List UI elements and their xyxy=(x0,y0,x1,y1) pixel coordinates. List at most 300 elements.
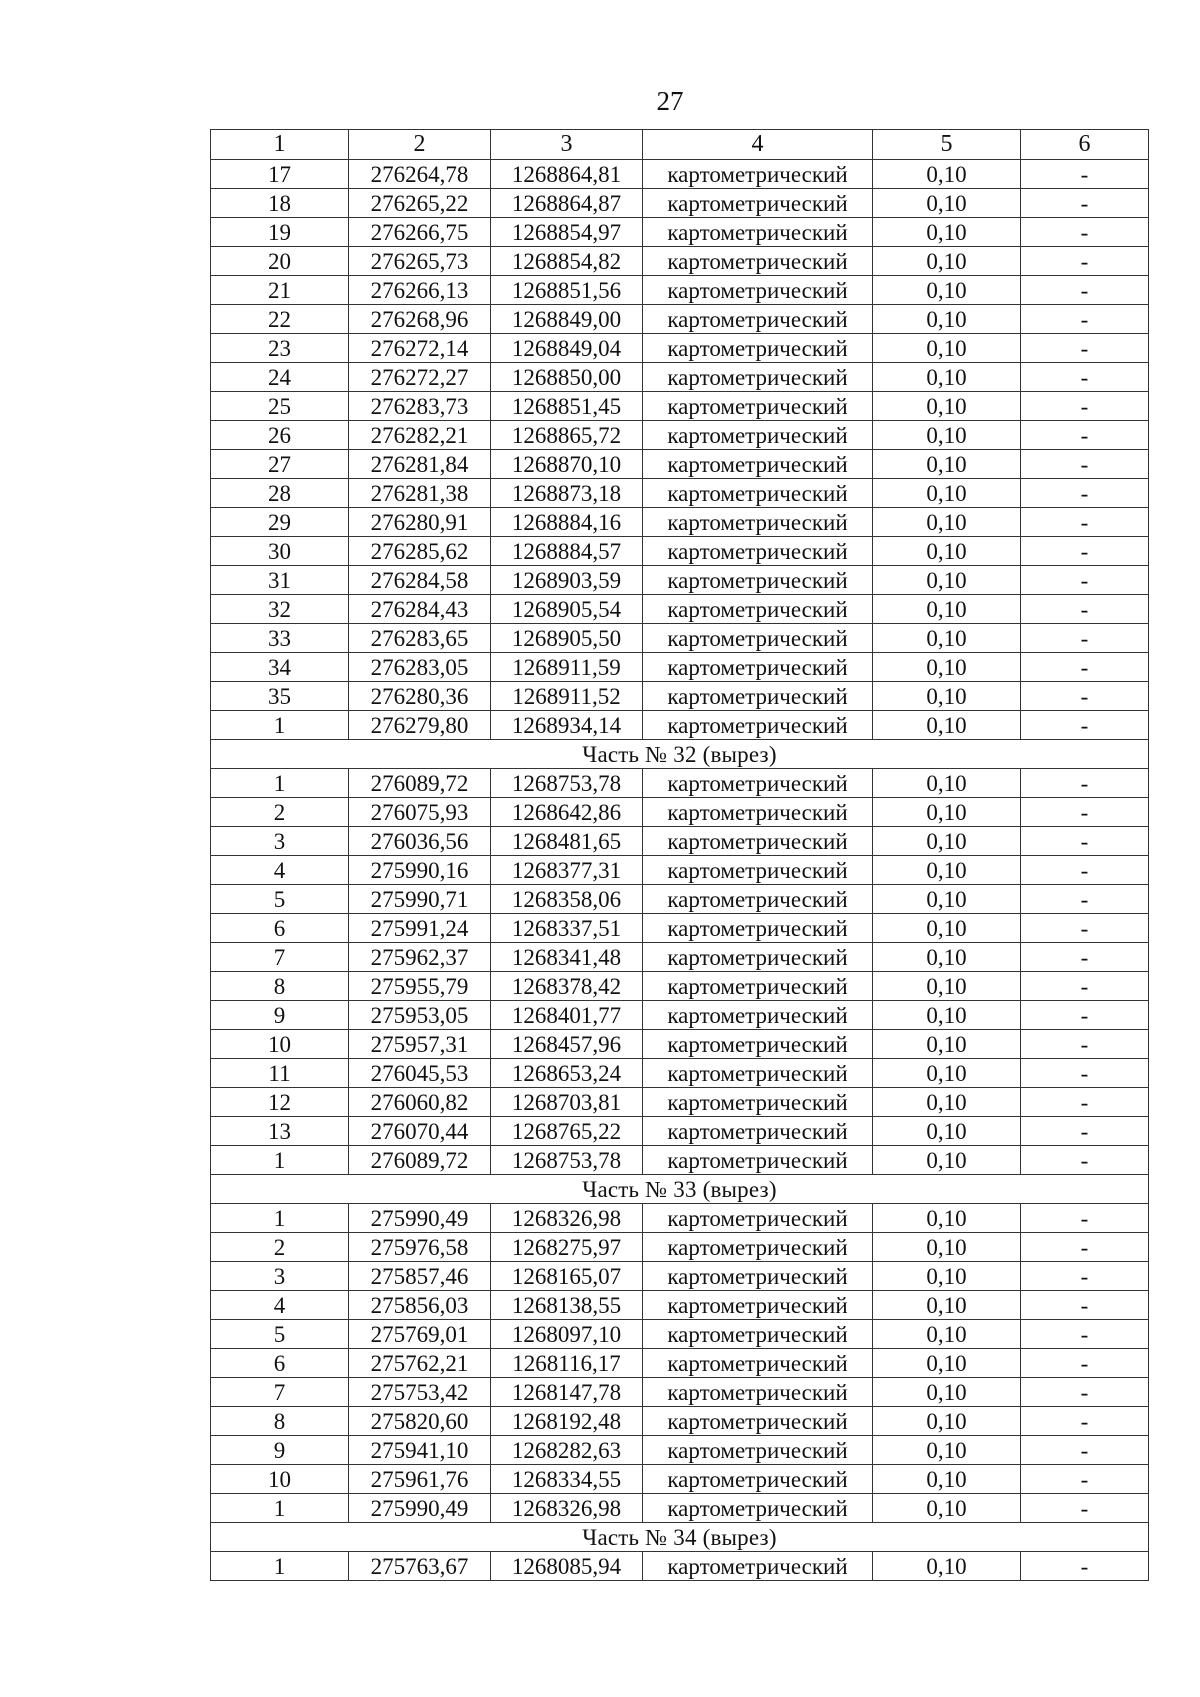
y-coordinate-cell: 1268765,22 xyxy=(491,1117,643,1146)
y-coordinate-cell: 1268854,97 xyxy=(491,218,643,247)
method-cell: картометрический xyxy=(643,1407,873,1436)
table-row xyxy=(211,1320,1149,1349)
description-cell: - xyxy=(1021,479,1149,508)
method-cell: картометрический xyxy=(643,972,873,1001)
point-number-cell: 3 xyxy=(211,1262,349,1291)
y-coordinate-cell: 1268326,98 xyxy=(491,1204,643,1233)
point-number-cell: 34 xyxy=(211,653,349,682)
y-coordinate-cell: 1268358,06 xyxy=(491,885,643,914)
y-coordinate-cell: 1268870,10 xyxy=(491,450,643,479)
table-row xyxy=(211,1088,1149,1117)
table-row xyxy=(211,276,1149,305)
description-cell: - xyxy=(1021,1436,1149,1465)
point-number-cell: 2 xyxy=(211,798,349,827)
accuracy-cell: 0,10 xyxy=(873,1436,1021,1465)
y-coordinate-cell: 1268282,63 xyxy=(491,1436,643,1465)
method-cell: картометрический xyxy=(643,711,873,740)
description-cell: - xyxy=(1021,508,1149,537)
point-number-cell: 19 xyxy=(211,218,349,247)
x-coordinate-cell: 275990,49 xyxy=(349,1204,491,1233)
description-cell: - xyxy=(1021,1117,1149,1146)
x-coordinate-cell: 276281,38 xyxy=(349,479,491,508)
y-coordinate-cell: 1268934,14 xyxy=(491,711,643,740)
description-cell: - xyxy=(1021,1552,1149,1581)
description-cell: - xyxy=(1021,1088,1149,1117)
description-cell: - xyxy=(1021,827,1149,856)
accuracy-cell: 0,10 xyxy=(873,305,1021,334)
x-coordinate-cell: 276283,05 xyxy=(349,653,491,682)
table-row xyxy=(211,1349,1149,1378)
method-cell: картометрический xyxy=(643,363,873,392)
accuracy-cell: 0,10 xyxy=(873,827,1021,856)
x-coordinate-cell: 275955,79 xyxy=(349,972,491,1001)
method-cell: картометрический xyxy=(643,769,873,798)
scan-speck: · xyxy=(375,1576,379,1587)
column-header: 3 xyxy=(491,130,643,160)
method-cell: картометрический xyxy=(643,421,873,450)
method-cell: картометрический xyxy=(643,943,873,972)
section-header-row xyxy=(211,1523,1149,1552)
method-cell: картометрический xyxy=(643,305,873,334)
method-cell: картометрический xyxy=(643,885,873,914)
x-coordinate-cell: 276285,62 xyxy=(349,537,491,566)
method-cell: картометрический xyxy=(643,218,873,247)
table-row xyxy=(211,827,1149,856)
point-number-cell: 20 xyxy=(211,247,349,276)
y-coordinate-cell: 1268341,48 xyxy=(491,943,643,972)
y-coordinate-cell: 1268116,17 xyxy=(491,1349,643,1378)
y-coordinate-cell: 1268165,07 xyxy=(491,1262,643,1291)
point-number-cell: 6 xyxy=(211,1349,349,1378)
table-row xyxy=(211,856,1149,885)
description-cell: - xyxy=(1021,1349,1149,1378)
coordinates-table xyxy=(210,129,1149,1581)
column-header: 5 xyxy=(873,130,1021,160)
method-cell: картометрический xyxy=(643,1204,873,1233)
table-row xyxy=(211,1552,1149,1581)
description-cell: - xyxy=(1021,856,1149,885)
table-row xyxy=(211,450,1149,479)
description-cell: - xyxy=(1021,363,1149,392)
table-row xyxy=(211,653,1149,682)
x-coordinate-cell: 276036,56 xyxy=(349,827,491,856)
description-cell: - xyxy=(1021,421,1149,450)
accuracy-cell: 0,10 xyxy=(873,798,1021,827)
method-cell: картометрический xyxy=(643,1088,873,1117)
point-number-cell: 28 xyxy=(211,479,349,508)
x-coordinate-cell: 276283,65 xyxy=(349,624,491,653)
method-cell: картометрический xyxy=(643,160,873,189)
point-number-cell: 5 xyxy=(211,1320,349,1349)
method-cell: картометрический xyxy=(643,595,873,624)
method-cell: картометрический xyxy=(643,1436,873,1465)
point-number-cell: 31 xyxy=(211,566,349,595)
table-row xyxy=(211,1204,1149,1233)
point-number-cell: 7 xyxy=(211,1378,349,1407)
point-number-cell: 27 xyxy=(211,450,349,479)
x-coordinate-cell: 276075,93 xyxy=(349,798,491,827)
point-number-cell: 10 xyxy=(211,1465,349,1494)
accuracy-cell: 0,10 xyxy=(873,566,1021,595)
table-row xyxy=(211,160,1149,189)
x-coordinate-cell: 276266,75 xyxy=(349,218,491,247)
section-header-row xyxy=(211,1175,1149,1204)
x-coordinate-cell: 276279,80 xyxy=(349,711,491,740)
point-number-cell: 6 xyxy=(211,914,349,943)
x-coordinate-cell: 276264,78 xyxy=(349,160,491,189)
accuracy-cell: 0,10 xyxy=(873,682,1021,711)
y-coordinate-cell: 1268334,55 xyxy=(491,1465,643,1494)
description-cell: - xyxy=(1021,450,1149,479)
table-row xyxy=(211,914,1149,943)
section-header-row xyxy=(211,740,1149,769)
table-row xyxy=(211,595,1149,624)
y-coordinate-cell: 1268753,78 xyxy=(491,769,643,798)
table-row xyxy=(211,1117,1149,1146)
accuracy-cell: 0,10 xyxy=(873,450,1021,479)
point-number-cell: 29 xyxy=(211,508,349,537)
method-cell: картометрический xyxy=(643,1291,873,1320)
x-coordinate-cell: 275856,03 xyxy=(349,1291,491,1320)
accuracy-cell: 0,10 xyxy=(873,972,1021,1001)
description-cell: - xyxy=(1021,972,1149,1001)
method-cell: картометрический xyxy=(643,479,873,508)
page-number: 27 xyxy=(656,86,684,116)
point-number-cell: 30 xyxy=(211,537,349,566)
description-cell: - xyxy=(1021,1233,1149,1262)
table-row xyxy=(211,247,1149,276)
y-coordinate-cell: 1268851,45 xyxy=(491,392,643,421)
accuracy-cell: 0,10 xyxy=(873,479,1021,508)
point-number-cell: 21 xyxy=(211,276,349,305)
description-cell: - xyxy=(1021,595,1149,624)
y-coordinate-cell: 1268481,65 xyxy=(491,827,643,856)
table-row xyxy=(211,537,1149,566)
method-cell: картометрический xyxy=(643,508,873,537)
point-number-cell: 2 xyxy=(211,1233,349,1262)
accuracy-cell: 0,10 xyxy=(873,508,1021,537)
x-coordinate-cell: 275991,24 xyxy=(349,914,491,943)
y-coordinate-cell: 1268865,72 xyxy=(491,421,643,450)
description-cell: - xyxy=(1021,885,1149,914)
x-coordinate-cell: 275976,58 xyxy=(349,1233,491,1262)
description-cell: - xyxy=(1021,566,1149,595)
accuracy-cell: 0,10 xyxy=(873,1378,1021,1407)
accuracy-cell: 0,10 xyxy=(873,595,1021,624)
table-row xyxy=(211,711,1149,740)
column-header: 4 xyxy=(643,130,873,160)
method-cell: картометрический xyxy=(643,450,873,479)
accuracy-cell: 0,10 xyxy=(873,276,1021,305)
accuracy-cell: 0,10 xyxy=(873,1117,1021,1146)
accuracy-cell: 0,10 xyxy=(873,1349,1021,1378)
table-row xyxy=(211,1233,1149,1262)
accuracy-cell: 0,10 xyxy=(873,160,1021,189)
method-cell: картометрический xyxy=(643,1494,873,1523)
description-cell: - xyxy=(1021,682,1149,711)
y-coordinate-cell: 1268378,42 xyxy=(491,972,643,1001)
description-cell: - xyxy=(1021,392,1149,421)
section-title: Часть № 32 (вырез) xyxy=(211,740,1149,769)
y-coordinate-cell: 1268192,48 xyxy=(491,1407,643,1436)
table-row xyxy=(211,1436,1149,1465)
table-row xyxy=(211,189,1149,218)
description-cell: - xyxy=(1021,1146,1149,1175)
accuracy-cell: 0,10 xyxy=(873,943,1021,972)
table-row xyxy=(211,218,1149,247)
section-title: Часть № 34 (вырез) xyxy=(211,1523,1149,1552)
description-cell: - xyxy=(1021,653,1149,682)
table-row xyxy=(211,1001,1149,1030)
description-cell: - xyxy=(1021,247,1149,276)
description-cell: - xyxy=(1021,798,1149,827)
y-coordinate-cell: 1268884,57 xyxy=(491,537,643,566)
table-row xyxy=(211,479,1149,508)
x-coordinate-cell: 276280,36 xyxy=(349,682,491,711)
method-cell: картометрический xyxy=(643,624,873,653)
y-coordinate-cell: 1268849,04 xyxy=(491,334,643,363)
method-cell: картометрический xyxy=(643,682,873,711)
y-coordinate-cell: 1268854,82 xyxy=(491,247,643,276)
description-cell: - xyxy=(1021,305,1149,334)
point-number-cell: 22 xyxy=(211,305,349,334)
y-coordinate-cell: 1268457,96 xyxy=(491,1030,643,1059)
table-row xyxy=(211,1494,1149,1523)
method-cell: картометрический xyxy=(643,1059,873,1088)
point-number-cell: 18 xyxy=(211,189,349,218)
method-cell: картометрический xyxy=(643,537,873,566)
point-number-cell: 9 xyxy=(211,1436,349,1465)
table-row xyxy=(211,972,1149,1001)
y-coordinate-cell: 1268905,50 xyxy=(491,624,643,653)
table-row xyxy=(211,566,1149,595)
method-cell: картометрический xyxy=(643,1030,873,1059)
column-header: 6 xyxy=(1021,130,1149,160)
section-title: Часть № 33 (вырез) xyxy=(211,1175,1149,1204)
point-number-cell: 11 xyxy=(211,1059,349,1088)
table-row xyxy=(211,305,1149,334)
y-coordinate-cell: 1268653,24 xyxy=(491,1059,643,1088)
accuracy-cell: 0,10 xyxy=(873,247,1021,276)
point-number-cell: 35 xyxy=(211,682,349,711)
table-row xyxy=(211,1407,1149,1436)
x-coordinate-cell: 276266,13 xyxy=(349,276,491,305)
x-coordinate-cell: 275763,67 xyxy=(349,1552,491,1581)
method-cell: картометрический xyxy=(643,1233,873,1262)
accuracy-cell: 0,10 xyxy=(873,769,1021,798)
x-coordinate-cell: 275957,31 xyxy=(349,1030,491,1059)
description-cell: - xyxy=(1021,711,1149,740)
point-number-cell: 17 xyxy=(211,160,349,189)
x-coordinate-cell: 276280,91 xyxy=(349,508,491,537)
accuracy-cell: 0,10 xyxy=(873,334,1021,363)
y-coordinate-cell: 1268085,94 xyxy=(491,1552,643,1581)
table-row xyxy=(211,363,1149,392)
accuracy-cell: 0,10 xyxy=(873,1059,1021,1088)
point-number-cell: 1 xyxy=(211,769,349,798)
method-cell: картометрический xyxy=(643,1552,873,1581)
y-coordinate-cell: 1268326,98 xyxy=(491,1494,643,1523)
x-coordinate-cell: 275820,60 xyxy=(349,1407,491,1436)
method-cell: картометрический xyxy=(643,653,873,682)
table-row xyxy=(211,1262,1149,1291)
y-coordinate-cell: 1268753,78 xyxy=(491,1146,643,1175)
description-cell: - xyxy=(1021,189,1149,218)
accuracy-cell: 0,10 xyxy=(873,1262,1021,1291)
description-cell: - xyxy=(1021,537,1149,566)
x-coordinate-cell: 275990,49 xyxy=(349,1494,491,1523)
y-coordinate-cell: 1268642,86 xyxy=(491,798,643,827)
method-cell: картометрический xyxy=(643,189,873,218)
method-cell: картометрический xyxy=(643,1320,873,1349)
method-cell: картометрический xyxy=(643,827,873,856)
x-coordinate-cell: 276284,58 xyxy=(349,566,491,595)
table-header-row xyxy=(211,130,1149,160)
y-coordinate-cell: 1268903,59 xyxy=(491,566,643,595)
table-row xyxy=(211,682,1149,711)
y-coordinate-cell: 1268337,51 xyxy=(491,914,643,943)
y-coordinate-cell: 1268911,52 xyxy=(491,682,643,711)
x-coordinate-cell: 276272,14 xyxy=(349,334,491,363)
accuracy-cell: 0,10 xyxy=(873,189,1021,218)
point-number-cell: 1 xyxy=(211,1552,349,1581)
y-coordinate-cell: 1268147,78 xyxy=(491,1378,643,1407)
point-number-cell: 1 xyxy=(211,1204,349,1233)
x-coordinate-cell: 276272,27 xyxy=(349,363,491,392)
point-number-cell: 23 xyxy=(211,334,349,363)
description-cell: - xyxy=(1021,276,1149,305)
y-coordinate-cell: 1268911,59 xyxy=(491,653,643,682)
description-cell: - xyxy=(1021,1059,1149,1088)
accuracy-cell: 0,10 xyxy=(873,392,1021,421)
accuracy-cell: 0,10 xyxy=(873,363,1021,392)
column-header: 1 xyxy=(211,130,349,160)
point-number-cell: 1 xyxy=(211,1494,349,1523)
point-number-cell: 26 xyxy=(211,421,349,450)
table-row xyxy=(211,1291,1149,1320)
description-cell: - xyxy=(1021,1204,1149,1233)
point-number-cell: 33 xyxy=(211,624,349,653)
accuracy-cell: 0,10 xyxy=(873,218,1021,247)
y-coordinate-cell: 1268864,81 xyxy=(491,160,643,189)
accuracy-cell: 0,10 xyxy=(873,624,1021,653)
table-row xyxy=(211,624,1149,653)
method-cell: картометрический xyxy=(643,1146,873,1175)
y-coordinate-cell: 1268138,55 xyxy=(491,1291,643,1320)
point-number-cell: 3 xyxy=(211,827,349,856)
x-coordinate-cell: 276089,72 xyxy=(349,1146,491,1175)
x-coordinate-cell: 275769,01 xyxy=(349,1320,491,1349)
method-cell: картометрический xyxy=(643,392,873,421)
method-cell: картометрический xyxy=(643,1349,873,1378)
table-body xyxy=(211,160,1149,1581)
y-coordinate-cell: 1268851,56 xyxy=(491,276,643,305)
table-row xyxy=(211,392,1149,421)
accuracy-cell: 0,10 xyxy=(873,885,1021,914)
description-cell: - xyxy=(1021,1407,1149,1436)
x-coordinate-cell: 276281,84 xyxy=(349,450,491,479)
point-number-cell: 9 xyxy=(211,1001,349,1030)
accuracy-cell: 0,10 xyxy=(873,537,1021,566)
method-cell: картометрический xyxy=(643,1262,873,1291)
method-cell: картометрический xyxy=(643,856,873,885)
y-coordinate-cell: 1268275,97 xyxy=(491,1233,643,1262)
y-coordinate-cell: 1268849,00 xyxy=(491,305,643,334)
point-number-cell: 1 xyxy=(211,711,349,740)
accuracy-cell: 0,10 xyxy=(873,421,1021,450)
table-row xyxy=(211,1030,1149,1059)
accuracy-cell: 0,10 xyxy=(873,1233,1021,1262)
description-cell: - xyxy=(1021,914,1149,943)
x-coordinate-cell: 275857,46 xyxy=(349,1262,491,1291)
description-cell: - xyxy=(1021,1465,1149,1494)
y-coordinate-cell: 1268401,77 xyxy=(491,1001,643,1030)
table-row xyxy=(211,421,1149,450)
x-coordinate-cell: 275941,10 xyxy=(349,1436,491,1465)
accuracy-cell: 0,10 xyxy=(873,1291,1021,1320)
accuracy-cell: 0,10 xyxy=(873,1465,1021,1494)
description-cell: - xyxy=(1021,334,1149,363)
x-coordinate-cell: 276045,53 xyxy=(349,1059,491,1088)
table-row xyxy=(211,1146,1149,1175)
x-coordinate-cell: 275990,71 xyxy=(349,885,491,914)
x-coordinate-cell: 276265,73 xyxy=(349,247,491,276)
method-cell: картометрический xyxy=(643,1378,873,1407)
x-coordinate-cell: 276284,43 xyxy=(349,595,491,624)
method-cell: картометрический xyxy=(643,798,873,827)
table-row xyxy=(211,798,1149,827)
x-coordinate-cell: 275762,21 xyxy=(349,1349,491,1378)
point-number-cell: 10 xyxy=(211,1030,349,1059)
x-coordinate-cell: 275990,16 xyxy=(349,856,491,885)
method-cell: картометрический xyxy=(643,566,873,595)
x-coordinate-cell: 276060,82 xyxy=(349,1088,491,1117)
y-coordinate-cell: 1268703,81 xyxy=(491,1088,643,1117)
y-coordinate-cell: 1268905,54 xyxy=(491,595,643,624)
description-cell: - xyxy=(1021,1291,1149,1320)
method-cell: картометрический xyxy=(643,1465,873,1494)
description-cell: - xyxy=(1021,624,1149,653)
point-number-cell: 4 xyxy=(211,1291,349,1320)
table-row xyxy=(211,885,1149,914)
point-number-cell: 5 xyxy=(211,885,349,914)
method-cell: картометрический xyxy=(643,1001,873,1030)
method-cell: картометрический xyxy=(643,334,873,363)
table-row xyxy=(211,1378,1149,1407)
accuracy-cell: 0,10 xyxy=(873,653,1021,682)
description-cell: - xyxy=(1021,160,1149,189)
description-cell: - xyxy=(1021,1262,1149,1291)
point-number-cell: 24 xyxy=(211,363,349,392)
description-cell: - xyxy=(1021,218,1149,247)
description-cell: - xyxy=(1021,769,1149,798)
x-coordinate-cell: 276282,21 xyxy=(349,421,491,450)
point-number-cell: 13 xyxy=(211,1117,349,1146)
x-coordinate-cell: 275953,05 xyxy=(349,1001,491,1030)
x-coordinate-cell: 275753,42 xyxy=(349,1378,491,1407)
x-coordinate-cell: 276089,72 xyxy=(349,769,491,798)
method-cell: картометрический xyxy=(643,247,873,276)
accuracy-cell: 0,10 xyxy=(873,711,1021,740)
point-number-cell: 25 xyxy=(211,392,349,421)
description-cell: - xyxy=(1021,943,1149,972)
point-number-cell: 7 xyxy=(211,943,349,972)
column-header: 2 xyxy=(349,130,491,160)
table-row xyxy=(211,1465,1149,1494)
y-coordinate-cell: 1268097,10 xyxy=(491,1320,643,1349)
accuracy-cell: 0,10 xyxy=(873,1552,1021,1581)
x-coordinate-cell: 276265,22 xyxy=(349,189,491,218)
